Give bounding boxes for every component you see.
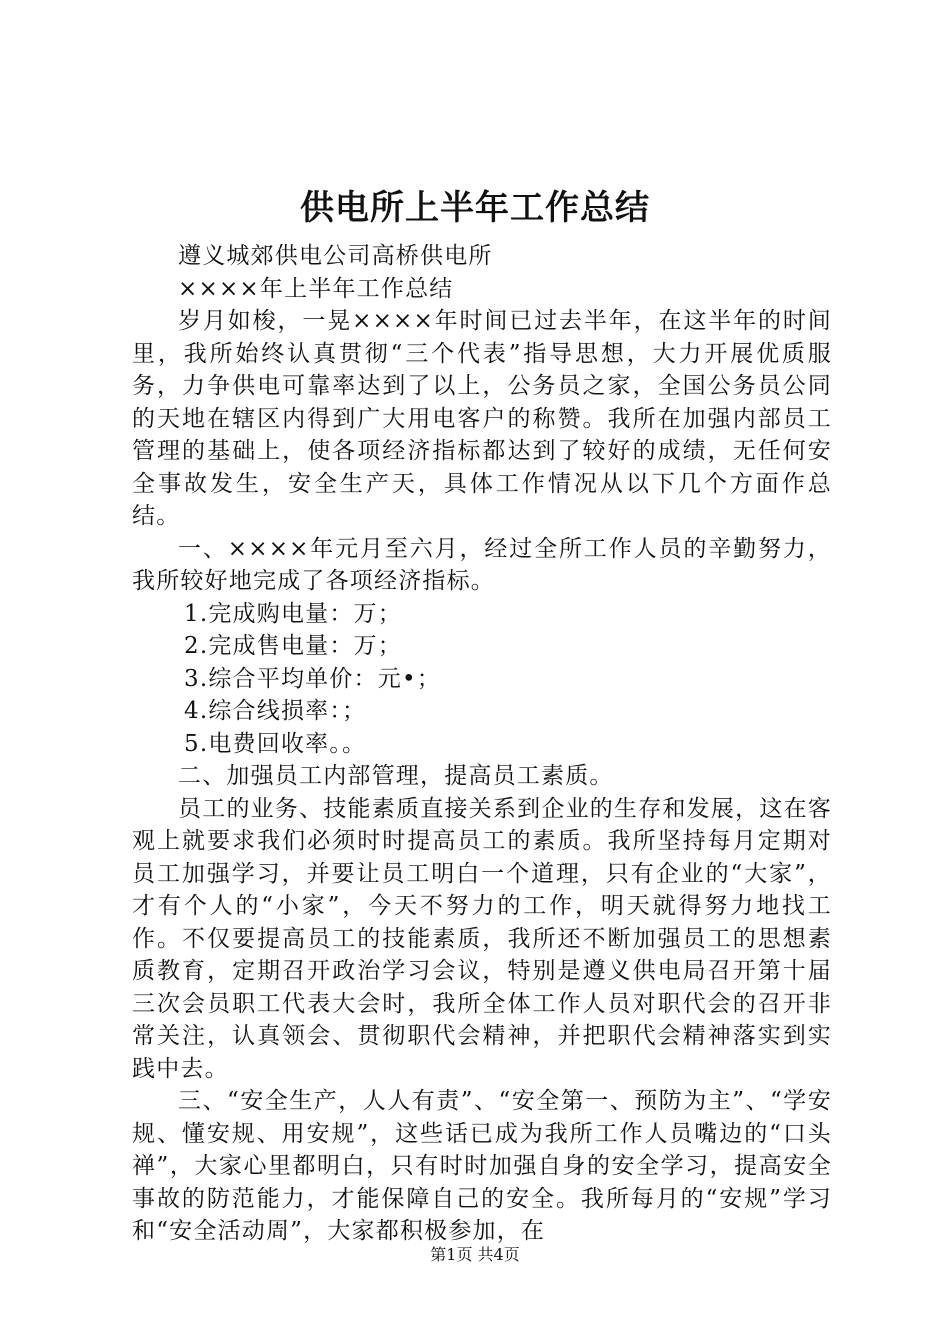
paragraph-intro: 岁月如梭，一晃××××年时间已过去半年，在这半年的时间里，我所始终认真贯彻“三个代表”指导思想，大力开展优质服务，力争供电可靠率达到了以上，公务员之家，全国公务员公同的天地在辖区内得到广大用电客户的称赞。我所在加强内部员工管理的基础上，使各项经济指标都达到了较好的成绩，无任何安全事故发生，安全生产天，具体工作情况从以下几个方面作总结。: [132, 308, 832, 529]
paragraph-subtitle: ××××年上半年工作总结: [178, 275, 454, 302]
list-item: 1.完成购电量：万；: [184, 600, 402, 627]
paragraph-section-two-body: 员工的业务、技能素质直接关系到企业的生存和发展，这在客观上就要求我们必须时时提高员工的素质。我所坚持每月定期对员工加强学习，并要让员工明白一个道理，只有企业的“大家”，才有个人的“小家”，今天不努力的工作，明天就得努力地找工作。不仅要提高员工的技能素质，我所还不断加强员工的思想素质教育，定期召开政治学习会议，特别是遵义供电局召开第十届三次会员职工代表大会时，我所全体工作人员对职代会的召开非常关注，认真领会、贯彻职代会精神，并把职代会精神落实到实践中去。: [132, 795, 832, 1082]
list-item: 2.完成售电量：万；: [184, 633, 402, 659]
document-body: [132, 240, 832, 1248]
paragraph-section-one: 一、××××年元月至六月，经过全所工作人员的辛勤努力，我所较好地完成了各项经济指标。: [132, 535, 832, 594]
paragraph-section-three: 三、“安全生产，人人有责”、“安全第一、预防为主”、“学安规、懂安规、用安规”，这些话已成为我所工作人员嘴边的“口头禅”，大家心里都明白，只有时时加强自身的安全学习，提高安全事故的防范能力，才能保障自己的安全。我所每月的“安规”学习和“安全活动周”，大家都积极参加，在: [132, 1088, 832, 1244]
document-title: 供电所上半年工作总结: [300, 188, 650, 228]
list-item: 4.综合线损率：；: [184, 698, 367, 724]
page-footer: 第1页 共4页: [430, 1245, 520, 1264]
list-item: 5.电费回收率。。: [184, 730, 367, 757]
paragraph-section-two-heading: 二、加强员工内部管理，提高员工素质。: [178, 763, 614, 789]
list-item: 3.综合平均单价：元•；: [184, 665, 441, 692]
paragraph-company: 遵义城郊供电公司高桥供电所: [178, 243, 493, 269]
